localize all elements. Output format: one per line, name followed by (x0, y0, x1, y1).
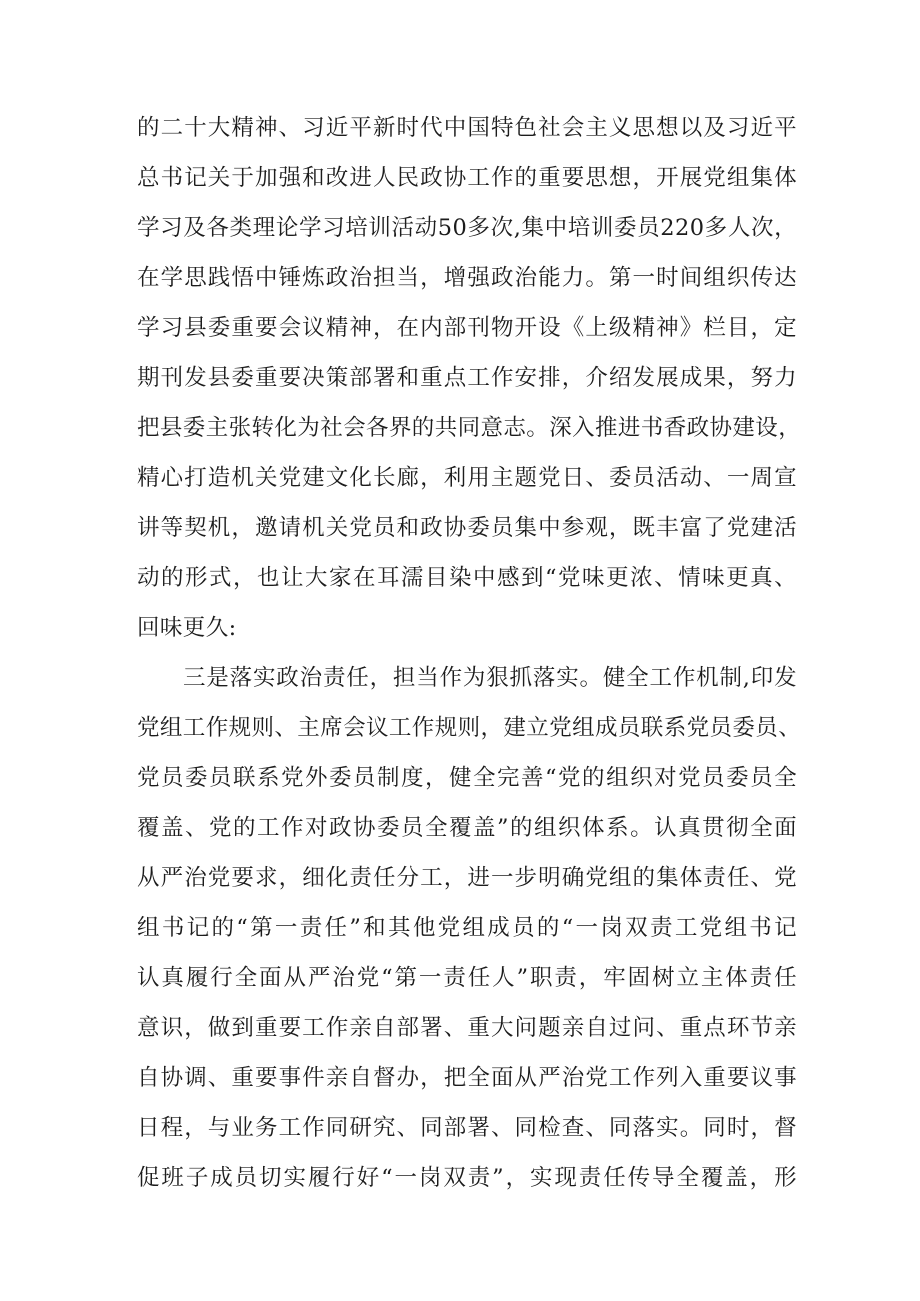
text-line: 把县委主张转化为社会各界的共同意志。深入推进书香政协建设， (137, 415, 802, 441)
text-line: 意识，做到重要工作亲自部署、重大问题亲自过问、重点环节亲 (137, 1015, 797, 1041)
text-line: 党员委员联系党外委员制度，健全完善“党的组织对党员委员全 (137, 765, 797, 791)
text-line: 自协调、重要事件亲自督办，把全面从严治党工作列入重要议事 (137, 1065, 797, 1091)
text-line: 促班子成员切实履行好“一岗双责”，实现责任传导全覆盖，形 (137, 1165, 797, 1191)
text-line: 学习县委重要会议精神，在内部刊物开设《上级精神》栏目，定 (137, 315, 797, 341)
text-line: 精心打造机关党建文化长廊，利用主题党日、委员活动、一周宣 (137, 465, 797, 491)
text-line: 覆盖、党的工作对政协委员全覆盖”的组织体系。认真贯彻全面 (137, 815, 797, 841)
text-line: 在学思践悟中锤炼政治担当，增强政治能力。第一时间组织传达 (137, 265, 797, 291)
text-line: 党组工作规则、主席会议工作规则，建立党组成员联系党员委员、 (137, 715, 802, 741)
text-line: 从严治党要求，细化责任分工，进一步明确党组的集体责任、党 (137, 865, 797, 891)
text-line: 总书记关于加强和改进人民政协工作的重要思想，开展党组集体 (137, 165, 797, 191)
paragraph-end-line: 回味更久: (137, 615, 237, 641)
text-line: 学习及各类理论学习培训活动50多次,集中培训委员220多人次， (137, 215, 797, 241)
paragraph-start-line: 三是落实政治责任，担当作为狠抓落实。健全工作机制,印发 (183, 665, 797, 691)
text-line: 认真履行全面从严治党“第一责任人”职责，牢固树立主体责任 (137, 965, 797, 991)
text-line: 的二十大精神、习近平新时代中国特色社会主义思想以及习近平 (137, 115, 797, 141)
text-line: 期刊发县委重要决策部署和重点工作安排，介绍发展成果，努力 (137, 365, 797, 391)
text-line: 讲等契机，邀请机关党员和政协委员集中参观，既丰富了党建活 (137, 515, 797, 541)
text-line: 组书记的“第一责任”和其他党组成员的“一岗双责工党组书记 (137, 915, 797, 941)
text-line: 动的形式，也让大家在耳濡目染中感到“党味更浓、情味更真、 (137, 565, 797, 591)
text-line: 日程，与业务工作同研究、同部署、同检查、同落实。同时，督 (137, 1115, 797, 1141)
